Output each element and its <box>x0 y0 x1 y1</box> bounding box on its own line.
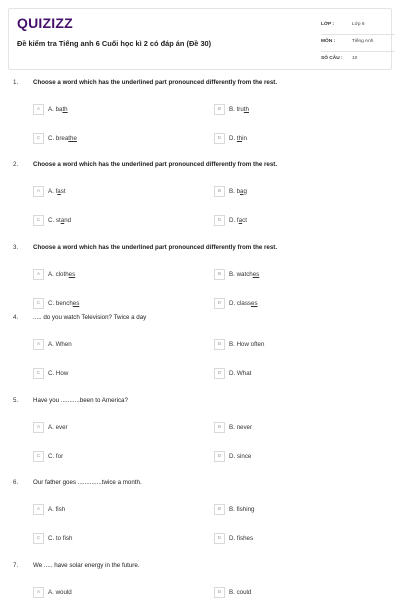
worksheet-header <box>8 8 392 70</box>
option-text: D. classes <box>229 300 258 307</box>
underlined-part: a <box>57 188 61 195</box>
option-text: A. would <box>48 589 72 596</box>
question-text: Choose a word which has the underlined part pronounced differently from the rest. <box>33 244 278 251</box>
option-text: A. fast <box>48 188 66 195</box>
underlined-part: es <box>252 271 260 278</box>
option-text: B. fishing <box>229 506 255 513</box>
option-text: A. fish <box>48 506 66 513</box>
question-text: ..... do you watch Television? Twice a day <box>33 314 147 321</box>
option-letter-box: A <box>33 504 44 515</box>
option-text: A. When <box>48 341 72 348</box>
option-letter-box: B <box>214 104 225 115</box>
meta-value: 10 <box>352 56 358 61</box>
option-text: A. ever <box>48 424 68 431</box>
underlined-part: th <box>62 106 68 113</box>
underlined-part: es <box>68 271 76 278</box>
underlined-part: es <box>72 300 80 307</box>
option-letter-box: A <box>33 422 44 433</box>
option-letter-box: D <box>214 215 225 226</box>
option-letter-box: C <box>33 368 44 379</box>
option-text: B. never <box>229 424 253 431</box>
option-text: A. clothes <box>48 271 76 278</box>
worksheet-title: Đề kiểm tra Tiếng anh 6 Cuối học kì 2 có đáp án (Đề 30) <box>17 39 212 48</box>
question-number: 2. <box>13 161 19 168</box>
question-text: We ..... have solar energy in the future. <box>33 562 140 569</box>
option-text: B. How often <box>229 341 265 348</box>
question-number: 5. <box>13 397 19 404</box>
option-text: C. breathe <box>48 135 77 142</box>
meta-label: LỚP : <box>321 22 335 27</box>
option-letter-box: C <box>33 451 44 462</box>
option-letter-box: D <box>214 368 225 379</box>
option-text: D. fact <box>229 217 247 224</box>
option-letter-box: A <box>33 269 44 280</box>
meta-value: Tiếng Anh <box>352 39 374 44</box>
option-letter-box: D <box>214 451 225 462</box>
underlined-part: a <box>240 188 244 195</box>
option-letter-box: B <box>214 422 225 433</box>
worksheet-meta <box>321 18 395 69</box>
question-number: 3. <box>13 244 19 251</box>
option-letter-box: C <box>33 533 44 544</box>
underlined-part: th <box>236 135 243 142</box>
question-text: Choose a word which has the underlined part pronounced differently from the rest. <box>33 79 278 86</box>
option-letter-box: C <box>33 215 44 226</box>
meta-label: SỐ CÂU : <box>321 56 343 61</box>
question-number: 7. <box>13 562 19 569</box>
option-letter-box: B <box>214 339 225 350</box>
option-letter-box: B <box>214 186 225 197</box>
option-text: C. to fish <box>48 535 73 542</box>
meta-row-class <box>321 18 395 35</box>
underlined-part: a <box>238 217 243 224</box>
option-letter-box: D <box>214 133 225 144</box>
option-text: D. since <box>229 453 252 460</box>
underlined-part: a <box>60 217 65 224</box>
option-letter-box: C <box>33 133 44 144</box>
meta-label: MÔN : <box>321 39 336 44</box>
meta-value: Lớp 6 <box>352 22 365 27</box>
underlined-part: the <box>68 135 77 142</box>
option-text: D. thin <box>229 135 247 142</box>
underlined-part: th <box>243 106 249 113</box>
option-text: D. fishes <box>229 535 254 542</box>
question-text: Choose a word which has the underlined part pronounced differently from the rest. <box>33 161 278 168</box>
option-letter-box: A <box>33 186 44 197</box>
question-number: 1. <box>13 79 19 86</box>
question-number: 4. <box>13 314 19 321</box>
option-letter-box: B <box>214 504 225 515</box>
option-letter-box: B <box>214 587 225 598</box>
option-text: B. truth <box>229 106 249 113</box>
option-text: B. watches <box>229 271 260 278</box>
option-letter-box: C <box>33 298 44 309</box>
option-letter-box: A <box>33 587 44 598</box>
quizizz-logo: QUIZIZZ <box>17 15 73 31</box>
option-letter-box: A <box>33 104 44 115</box>
question-text: Our father goes ..............twice a month. <box>33 479 142 486</box>
option-text: C. for <box>48 453 64 460</box>
option-text: C. benches <box>48 300 80 307</box>
option-letter-box: B <box>214 269 225 280</box>
option-text: A. bath <box>48 106 68 113</box>
option-letter-box: A <box>33 339 44 350</box>
option-letter-box: D <box>214 298 225 309</box>
option-text: B. bag <box>229 188 247 195</box>
option-text: B. could <box>229 589 252 596</box>
option-text: C. stand <box>48 217 72 224</box>
option-text: D. What <box>229 370 252 377</box>
question-text: Have you ...........been to America? <box>33 397 128 404</box>
meta-row-question-count <box>321 52 395 69</box>
question-number: 6. <box>13 479 19 486</box>
option-letter-box: D <box>214 533 225 544</box>
option-text: C. How <box>48 370 69 377</box>
meta-row-subject <box>321 35 395 52</box>
underlined-part: es <box>251 300 258 307</box>
